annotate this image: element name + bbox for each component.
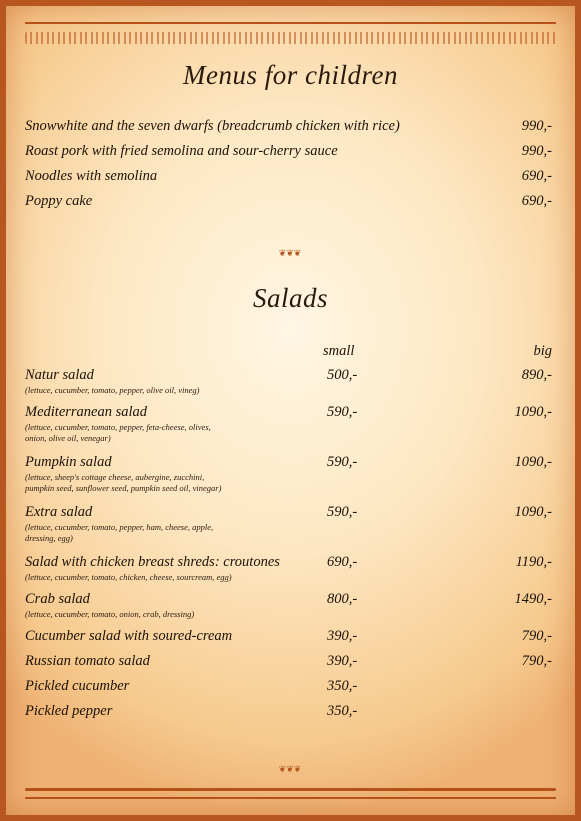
salad-name: Russian tomato salad [25,653,150,669]
bottom-rule-thin [25,797,556,799]
children-item-name: Poppy cake [25,193,93,209]
salad-name: Crab salad [25,591,90,607]
salad-price-small: 690,- [327,554,358,570]
salad-price-small: 350,- [327,703,358,719]
children-item-name: Snowwhite and the seven dwarfs (breadcrumb chicken with rice) [25,118,400,134]
ornament-icon: ❦❦❦ [278,248,302,258]
column-small-header: small [323,343,355,359]
salad-name: Pumpkin salad [25,454,112,470]
salad-description: (lettuce, cucumber, tomato, pepper, olive oil, vineg) [25,385,200,395]
salad-description: (lettuce, sheep's cottage cheese, aubergine, zucchini, [25,472,205,482]
salad-name: Extra salad [25,504,93,520]
salad-name: Cucumber salad with soured-cream [25,628,233,644]
salad-price-big: 1490,- [514,591,552,607]
floral-border-icon [25,32,556,44]
salad-price-small: 590,- [327,454,358,470]
salad-price-big: 1190,- [515,554,552,570]
salad-name: Pickled pepper [25,703,113,719]
salad-price-big: 790,- [521,628,552,644]
salads-title: Salads [252,283,328,313]
salad-price-small: 800,- [327,591,358,607]
salad-price-big: 890,- [521,367,552,383]
salad-name: Natur salad [25,367,94,383]
salad-description: (lettuce, cucumber, tomato, pepper, ham, cheese, apple, [25,522,214,532]
salad-name: Mediterranean salad [25,404,148,420]
children-item-price: 690,- [521,168,552,184]
bottom-rule [25,788,556,791]
salad-description: pumpkin seed, sunflower seed, pumpkin seed oil, vinegar) [25,483,222,493]
salad-price-big: 1090,- [514,404,552,420]
salad-name: Pickled cucumber [25,678,130,694]
salad-price-small: 350,- [327,678,358,694]
salad-description: (lettuce, cucumber, tomato, chicken, cheese, sourcream, egg) [25,572,232,582]
salad-description: (lettuce, cucumber, tomato, onion, crab, dressing) [25,609,195,619]
salad-description: (lettuce, cucumber, tomato, pepper, feta-cheese, olives, [25,422,211,432]
children-item-price: 990,- [521,118,552,134]
ornament-icon: ❦❦❦ [278,764,302,774]
salad-price-big: 1090,- [514,504,552,520]
salad-price-big: 1090,- [514,454,552,470]
salad-price-small: 590,- [327,504,358,520]
salad-description: dressing, egg) [25,533,73,543]
salad-description: onion, olive oil, venegar) [25,433,111,443]
menu-page [6,6,575,815]
children-item-name: Noodles with semolina [25,168,158,184]
salad-price-small: 500,- [327,367,358,383]
children-item-name: Roast pork with fried semolina and sour-cherry sauce [25,143,338,159]
salad-price-big: 790,- [521,653,552,669]
salad-price-small: 390,- [327,628,358,644]
top-rule [25,22,556,24]
salad-price-small: 590,- [327,404,358,420]
column-big-header: big [533,343,552,359]
salad-name: Salad with chicken breast shreds: croutones [25,554,280,570]
children-item-price: 990,- [521,143,552,159]
children-item-price: 690,- [521,193,552,209]
salad-price-small: 390,- [327,653,358,669]
children-title: Menus for children [183,60,398,90]
